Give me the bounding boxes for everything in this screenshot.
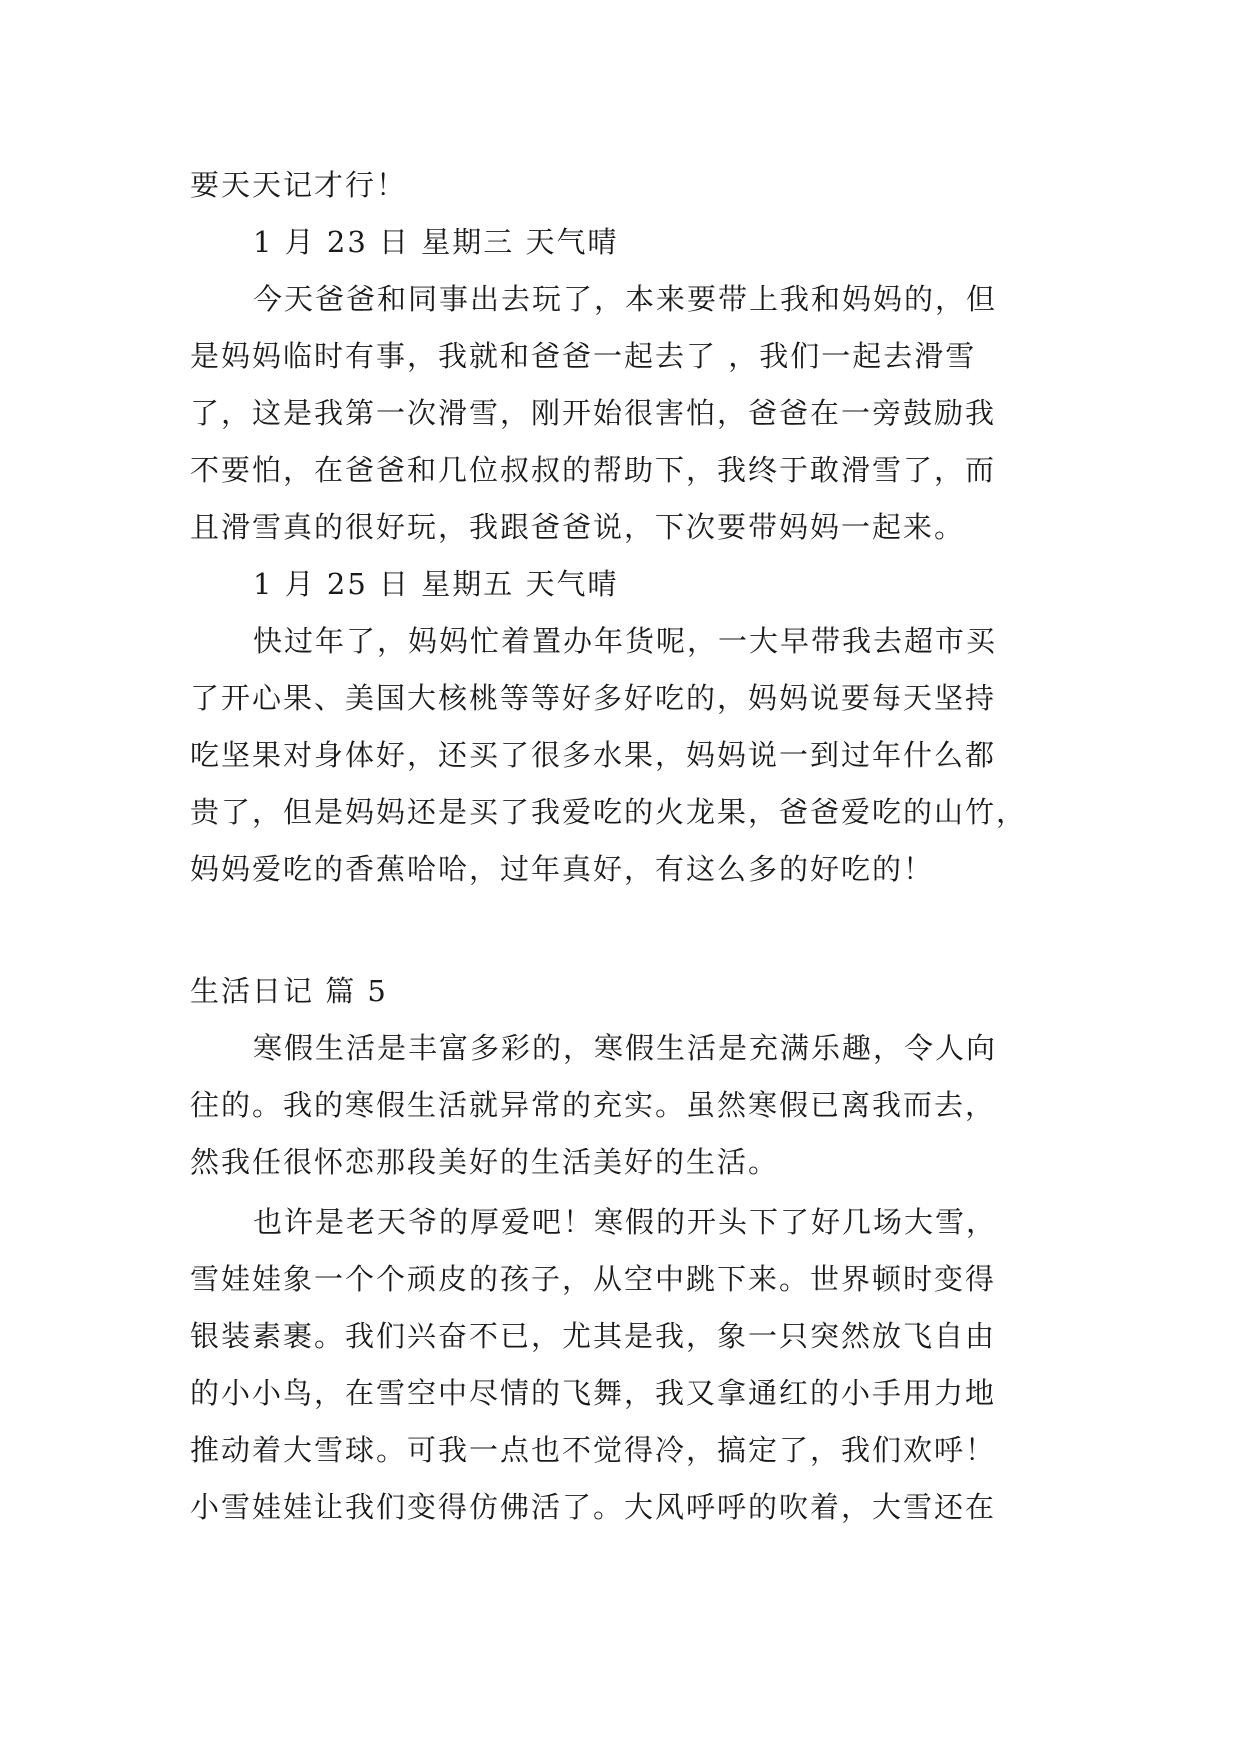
text-line: 了开心果、美国大核桃等等好多好吃的，妈妈说要每天坚持 [190, 681, 997, 715]
text-line: 小雪娃娃让我们变得仿佛活了。大风呼呼的吹着，大雪还在 [190, 1490, 997, 1524]
text-line: 是妈妈临时有事，我就和爸爸一起去了 ，我们一起去滑雪 [190, 339, 977, 373]
text-line: 了，这是我第一次滑雪，刚开始很害怕，爸爸在一旁鼓励我 [190, 396, 997, 430]
diary-date-heading: 1 月 23 日 星期三 天气晴 [253, 225, 619, 259]
text-line: 然我任很怀恋那段美好的生活美好的生活。 [190, 1145, 780, 1179]
text-line: 今天爸爸和同事出去玩了，本来要带上我和妈妈的，但 [253, 282, 998, 316]
text-line: 也许是老天爷的厚爱吧！寒假的开头下了好几场大雪， [253, 1205, 998, 1239]
text-line: 推动着大雪球。可我一点也不觉得冷，搞定了，我们欢呼！ [190, 1433, 997, 1467]
text-line: 雪娃娃象一个个顽皮的孩子，从空中跳下来。世界顿时变得 [190, 1262, 997, 1296]
text-line: 要天天记才行！ [190, 168, 408, 202]
text-line: 的小小鸟，在雪空中尽情的飞舞，我又拿通红的小手用力地 [190, 1376, 997, 1410]
text-line: 妈妈爱吃的香蕉哈哈，过年真好，有这么多的好吃的！ [190, 852, 935, 886]
section-title: 生活日记 篇 5 [190, 974, 388, 1008]
text-line: 且滑雪真的很好玩，我跟爸爸说，下次要带妈妈一起来。 [190, 510, 966, 544]
diary-date-heading: 1 月 25 日 星期五 天气晴 [253, 567, 619, 601]
text-line: 不要怕，在爸爸和几位叔叔的帮助下，我终于敢滑雪了，而 [190, 453, 997, 487]
text-line: 贵了，但是妈妈还是买了我爱吃的火龙果，爸爸爱吃的山竹， [190, 795, 1028, 829]
text-line: 往的。我的寒假生活就异常的充实。虽然寒假已离我而去， [190, 1088, 997, 1122]
text-line: 寒假生活是丰富多彩的，寒假生活是充满乐趣，令人向 [253, 1031, 998, 1065]
text-line: 银装素裹。我们兴奋不已，尤其是我，象一只突然放飞自由 [190, 1319, 997, 1353]
text-line: 快过年了，妈妈忙着置办年货呢，一大早带我去超市买 [253, 624, 998, 658]
text-line: 吃坚果对身体好，还买了很多水果，妈妈说一到过年什么都 [190, 738, 997, 772]
